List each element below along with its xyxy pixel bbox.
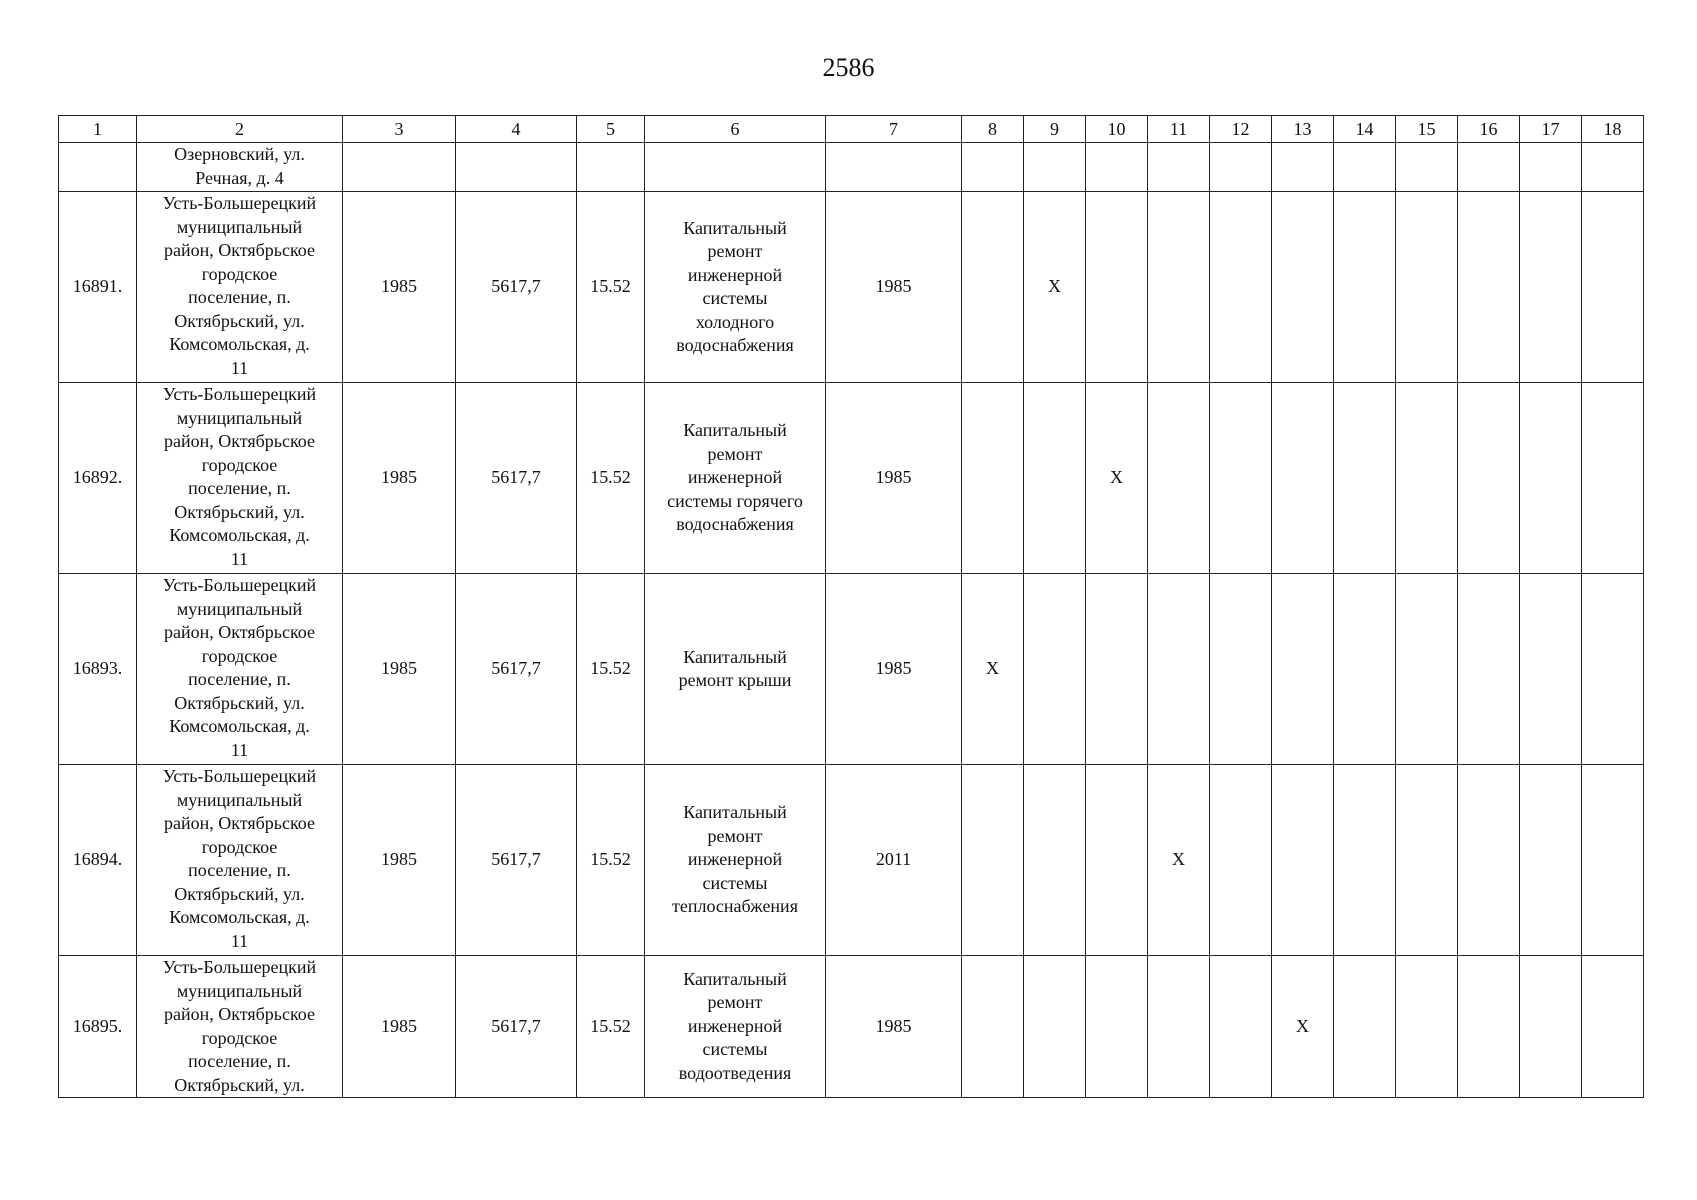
mark-cell xyxy=(1272,383,1334,574)
empty-cell xyxy=(826,143,962,192)
mark-cell xyxy=(1520,383,1582,574)
mark-cell xyxy=(1582,765,1644,956)
mark-cell xyxy=(1086,956,1148,1098)
work-type-cell: Капитальный ремонт инженерной системы горячего водоснабжения xyxy=(645,383,826,574)
mark-cell xyxy=(1396,192,1458,383)
column-number: 5 xyxy=(577,116,645,143)
table-row xyxy=(59,383,1644,574)
year-cell: 1985 xyxy=(343,765,456,956)
table-row xyxy=(59,574,1644,765)
address-cell: Усть-Большерецкий муниципальный район, Октябрьское городское поселение, п. Октябрьский, ул. Комсомольская, д. 11 xyxy=(137,574,343,765)
mark-cell xyxy=(1458,574,1520,765)
mark-cell: X xyxy=(1272,956,1334,1098)
work-type-cell: Капитальный ремонт инженерной системы холодного водоснабжения xyxy=(645,192,826,383)
work-type-cell: Капитальный ремонт инженерной системы теплоснабжения xyxy=(645,765,826,956)
area-cell: 5617,7 xyxy=(456,765,577,956)
table-row xyxy=(59,765,1644,956)
mark-cell xyxy=(1458,956,1520,1098)
empty-cell xyxy=(1582,143,1644,192)
mark-cell xyxy=(962,765,1024,956)
mark-cell xyxy=(962,192,1024,383)
mark-cell xyxy=(1334,765,1396,956)
row-number: 16894. xyxy=(59,765,137,956)
address-cell: Озерновский, ул. Речная, д. 4 xyxy=(137,143,343,192)
empty-cell xyxy=(1396,143,1458,192)
mark-cell xyxy=(1210,956,1272,1098)
empty-cell xyxy=(1210,143,1272,192)
empty-cell xyxy=(1458,143,1520,192)
empty-cell xyxy=(59,143,137,192)
year-cell: 1985 xyxy=(343,956,456,1098)
mark-cell xyxy=(1086,574,1148,765)
work-type-cell: Капитальный ремонт крыши xyxy=(645,574,826,765)
empty-cell xyxy=(343,143,456,192)
code-cell: 15.52 xyxy=(577,383,645,574)
code-cell: 15.52 xyxy=(577,765,645,956)
column-number: 8 xyxy=(962,116,1024,143)
column-number: 1 xyxy=(59,116,137,143)
mark-cell xyxy=(1334,574,1396,765)
code-cell: 15.52 xyxy=(577,192,645,383)
mark-cell xyxy=(1148,956,1210,1098)
column-number: 4 xyxy=(456,116,577,143)
mark-cell xyxy=(1148,574,1210,765)
mark-cell xyxy=(1210,192,1272,383)
mark-cell xyxy=(1086,765,1148,956)
empty-cell xyxy=(1272,143,1334,192)
row-number: 16892. xyxy=(59,383,137,574)
year-cell: 2011 xyxy=(826,765,962,956)
mark-cell xyxy=(1520,956,1582,1098)
column-number: 3 xyxy=(343,116,456,143)
year-cell: 1985 xyxy=(343,192,456,383)
column-number: 2 xyxy=(137,116,343,143)
mark-cell: X xyxy=(1086,383,1148,574)
registry-table xyxy=(58,115,1644,1098)
mark-cell: X xyxy=(962,574,1024,765)
year-cell: 1985 xyxy=(826,383,962,574)
mark-cell xyxy=(1458,765,1520,956)
year-cell: 1985 xyxy=(826,192,962,383)
mark-cell xyxy=(1148,383,1210,574)
empty-cell xyxy=(1148,143,1210,192)
empty-cell xyxy=(1334,143,1396,192)
empty-cell xyxy=(1520,143,1582,192)
mark-cell xyxy=(1024,383,1086,574)
continuation-row xyxy=(59,143,1644,192)
mark-cell xyxy=(1582,574,1644,765)
column-number: 10 xyxy=(1086,116,1148,143)
year-cell: 1985 xyxy=(826,956,962,1098)
mark-cell: X xyxy=(1148,765,1210,956)
mark-cell xyxy=(1582,383,1644,574)
mark-cell xyxy=(1272,192,1334,383)
mark-cell xyxy=(962,383,1024,574)
address-cell: Усть-Большерецкий муниципальный район, Октябрьское городское поселение, п. Октябрьский, ул. Комсомольская, д. 11 xyxy=(137,192,343,383)
area-cell: 5617,7 xyxy=(456,192,577,383)
column-number: 12 xyxy=(1210,116,1272,143)
column-number: 18 xyxy=(1582,116,1644,143)
mark-cell xyxy=(1024,574,1086,765)
mark-cell xyxy=(1396,574,1458,765)
mark-cell xyxy=(1210,765,1272,956)
mark-cell xyxy=(1520,192,1582,383)
year-cell: 1985 xyxy=(343,574,456,765)
empty-cell xyxy=(1086,143,1148,192)
mark-cell xyxy=(1458,192,1520,383)
column-number: 14 xyxy=(1334,116,1396,143)
table-row xyxy=(59,192,1644,383)
mark-cell xyxy=(1396,956,1458,1098)
mark-cell xyxy=(962,956,1024,1098)
mark-cell xyxy=(1272,574,1334,765)
column-number: 9 xyxy=(1024,116,1086,143)
year-cell: 1985 xyxy=(343,383,456,574)
mark-cell xyxy=(1148,192,1210,383)
column-number: 15 xyxy=(1396,116,1458,143)
mark-cell xyxy=(1334,383,1396,574)
mark-cell xyxy=(1024,765,1086,956)
column-number: 7 xyxy=(826,116,962,143)
page-number: 2586 xyxy=(822,53,875,82)
code-cell: 15.52 xyxy=(577,574,645,765)
mark-cell xyxy=(1272,765,1334,956)
mark-cell xyxy=(1396,383,1458,574)
area-cell: 5617,7 xyxy=(456,956,577,1098)
row-number: 16893. xyxy=(59,574,137,765)
address-cell: Усть-Большерецкий муниципальный район, Октябрьское городское поселение, п. Октябрьский, ул. Комсомольская, д. 11 xyxy=(137,383,343,574)
mark-cell xyxy=(1024,956,1086,1098)
mark-cell xyxy=(1582,192,1644,383)
column-number: 13 xyxy=(1272,116,1334,143)
mark-cell xyxy=(1396,765,1458,956)
address-cell: Усть-Большерецкий муниципальный район, Октябрьское городское поселение, п. Октябрьский, ул. xyxy=(137,956,343,1098)
column-number: 11 xyxy=(1148,116,1210,143)
address-cell: Усть-Большерецкий муниципальный район, Октябрьское городское поселение, п. Октябрьский, ул. Комсомольская, д. 11 xyxy=(137,765,343,956)
mark-cell xyxy=(1520,765,1582,956)
mark-cell xyxy=(1334,956,1396,1098)
mark-cell xyxy=(1334,192,1396,383)
empty-cell xyxy=(962,143,1024,192)
empty-cell xyxy=(1024,143,1086,192)
area-cell: 5617,7 xyxy=(456,574,577,765)
row-number: 16895. xyxy=(59,956,137,1098)
work-type-cell: Капитальный ремонт инженерной системы водоотведения xyxy=(645,956,826,1098)
mark-cell xyxy=(1458,383,1520,574)
mark-cell xyxy=(1582,956,1644,1098)
row-number: 16891. xyxy=(59,192,137,383)
area-cell: 5617,7 xyxy=(456,383,577,574)
mark-cell xyxy=(1086,192,1148,383)
column-number: 6 xyxy=(645,116,826,143)
code-cell: 15.52 xyxy=(577,956,645,1098)
empty-cell xyxy=(456,143,577,192)
mark-cell xyxy=(1210,574,1272,765)
year-cell: 1985 xyxy=(826,574,962,765)
empty-cell xyxy=(645,143,826,192)
column-number-row xyxy=(59,116,1644,143)
empty-cell xyxy=(577,143,645,192)
table-row xyxy=(59,956,1644,1098)
mark-cell xyxy=(1520,574,1582,765)
column-number: 17 xyxy=(1520,116,1582,143)
column-number: 16 xyxy=(1458,116,1520,143)
mark-cell xyxy=(1210,383,1272,574)
mark-cell: X xyxy=(1024,192,1086,383)
